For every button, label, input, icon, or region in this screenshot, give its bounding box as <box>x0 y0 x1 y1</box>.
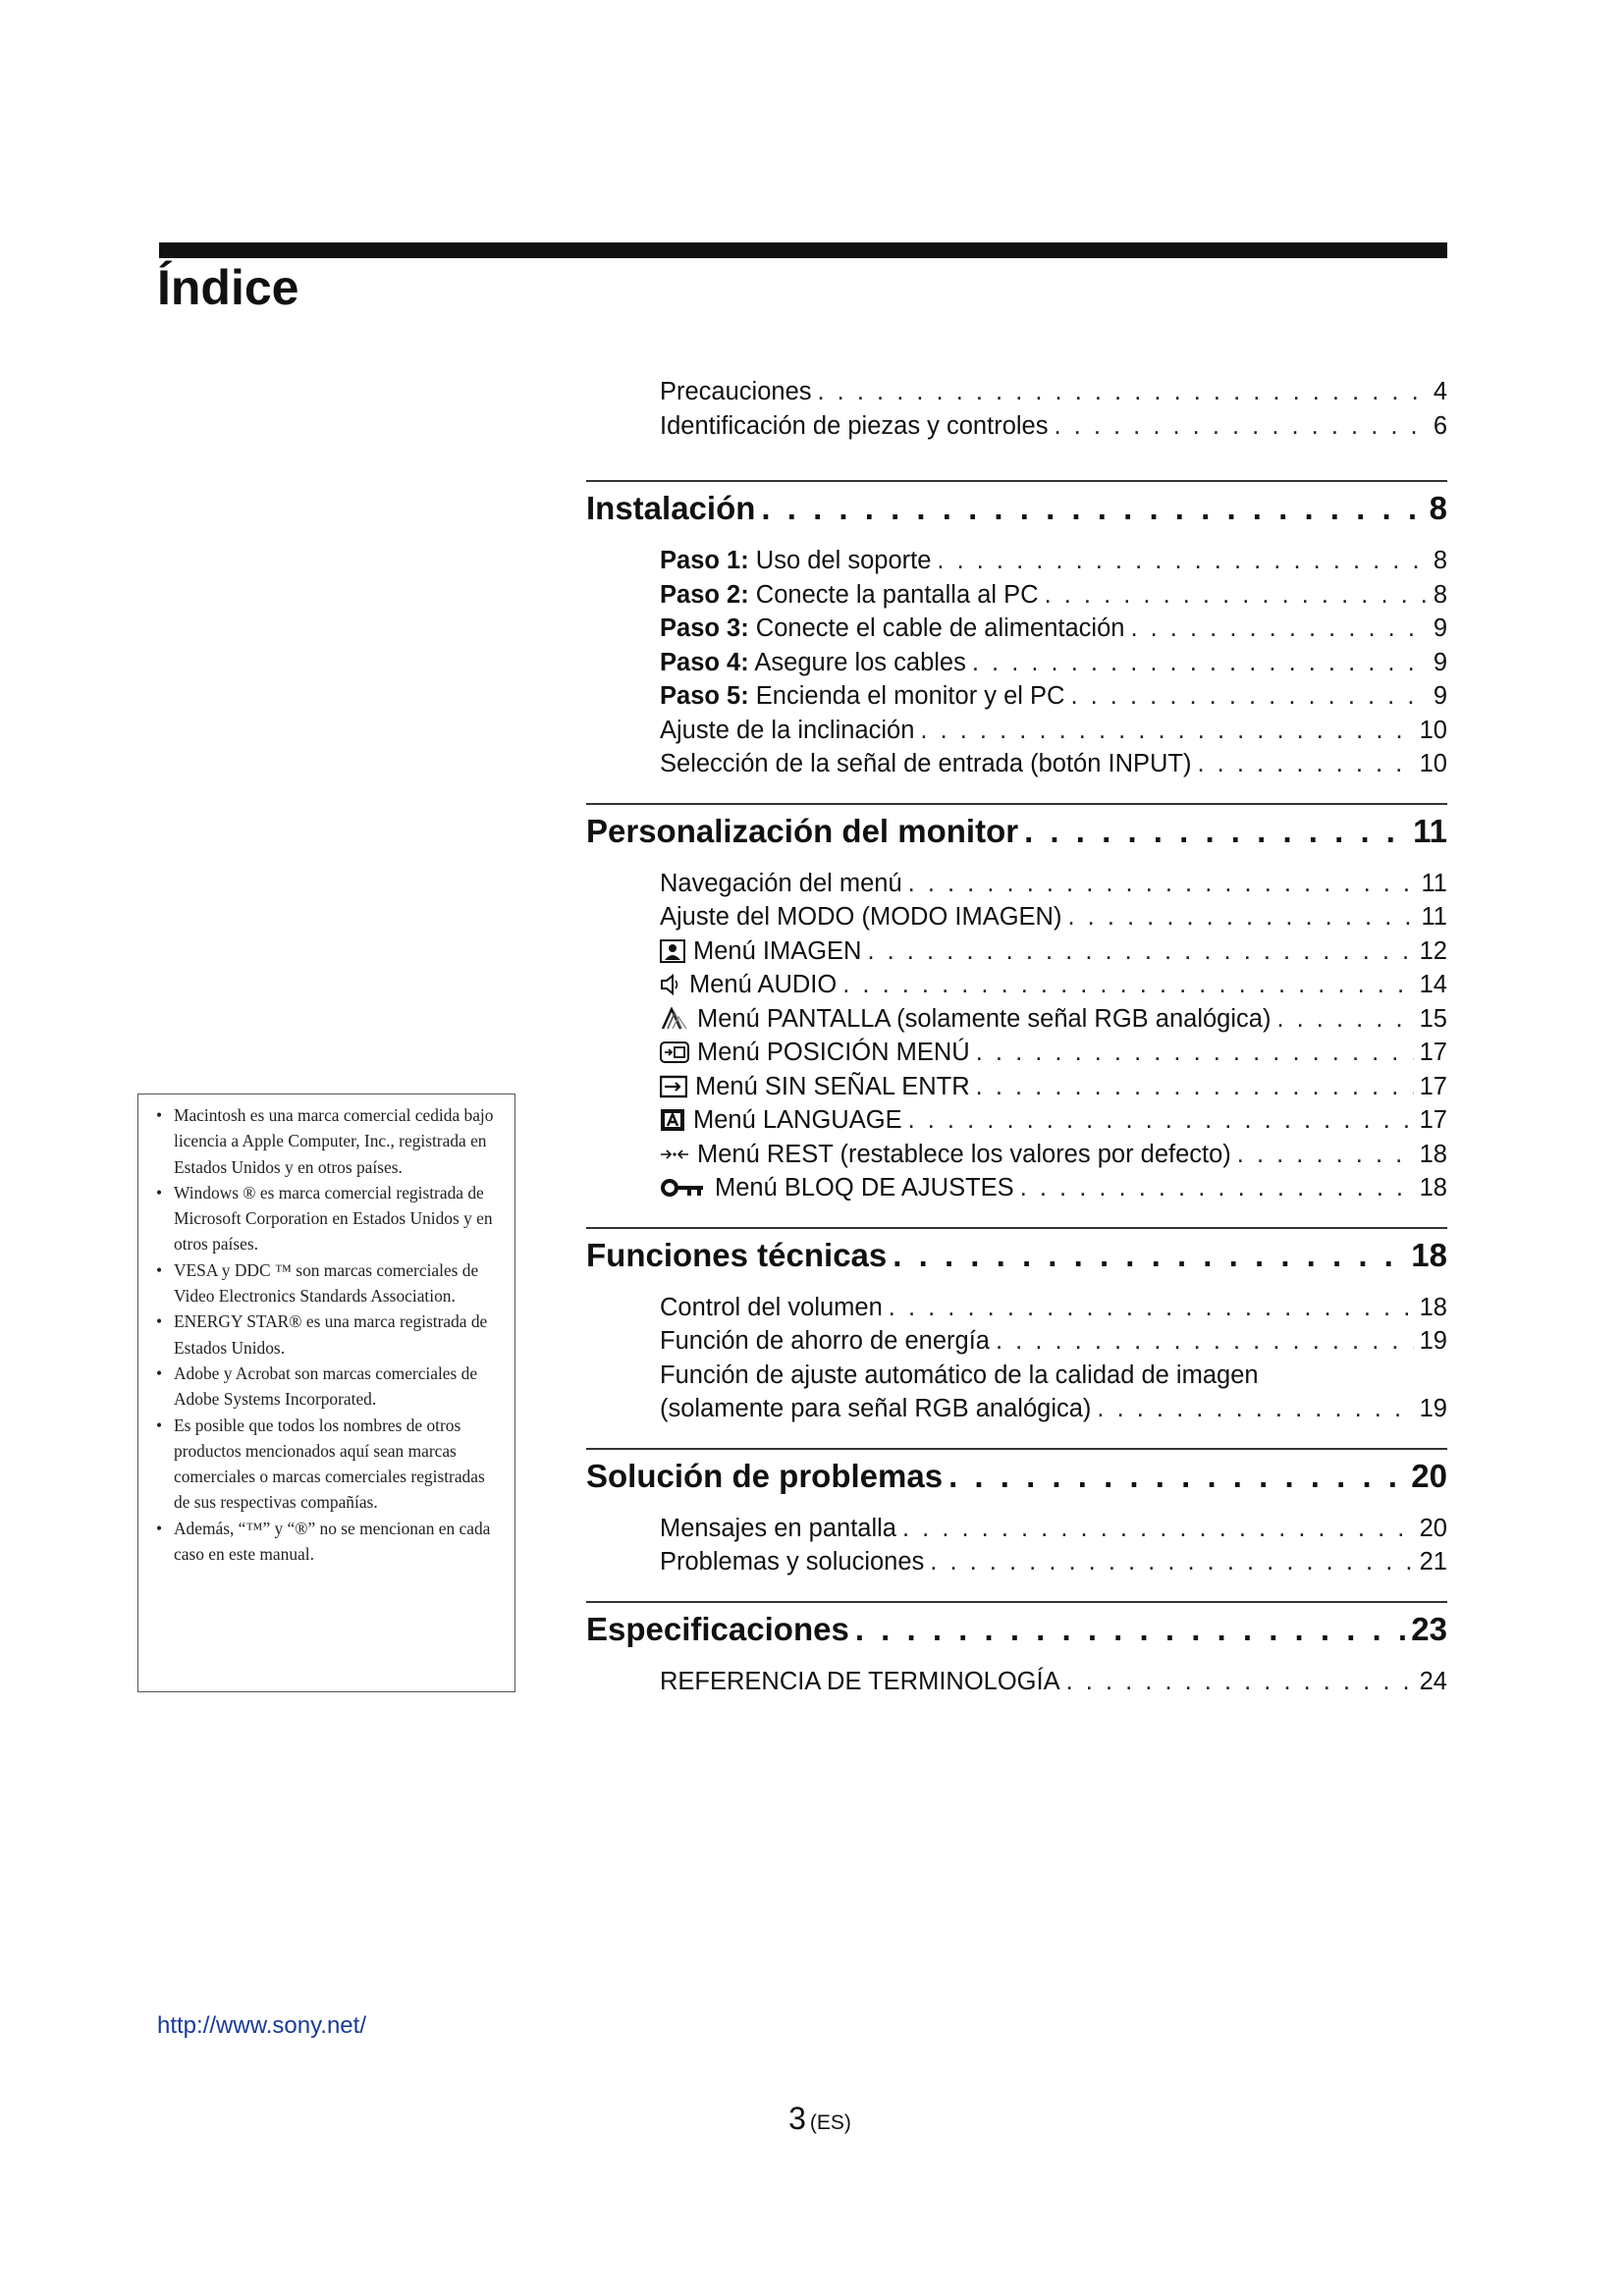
section-heading[interactable]: Personalización del monitor . . . 11 <box>586 808 1447 855</box>
toc-entry-identificacion[interactable]: Identificación de piezas y controles . . . 6 <box>660 409 1447 444</box>
section-funciones <box>586 1227 1447 1426</box>
trademark-item: • Adobe y Acrobat son marcas comerciales de Adobe Systems Incorporated. <box>150 1361 503 1413</box>
title-rule <box>159 242 1447 258</box>
toc-entry-menu-bloq[interactable]: Menú BLOQ DE AJUSTES . . . 18 <box>660 1171 1447 1205</box>
toc-entry[interactable]: Mensajes en pantalla . . . 20 <box>660 1512 1447 1546</box>
section-heading[interactable]: Funciones técnicas . . . 18 <box>586 1232 1447 1279</box>
page-title: Índice <box>157 260 299 315</box>
section-instalacion <box>586 480 1447 781</box>
reset-icon <box>660 1143 689 1166</box>
trademark-item: • ENERGY STAR® es una marca registrada de Estados Unidos. <box>150 1308 503 1361</box>
no-signal-icon <box>660 1075 687 1098</box>
toc-entry[interactable]: Problemas y soluciones . . . 21 <box>660 1545 1447 1579</box>
section-heading[interactable]: Solución de problemas . . . 20 <box>586 1453 1447 1500</box>
toc-entry[interactable]: Función de ahorro de energía . . . 19 <box>660 1324 1447 1359</box>
trademark-item: • Windows ® es marca comercial registrada de Microsoft Corporation en Estados Unidos y en otros países. <box>150 1180 503 1257</box>
section-heading[interactable]: Instalación . . . 8 <box>586 485 1447 532</box>
toc-entry[interactable]: Selección de la señal de entrada (botón INPUT) . . . 10 <box>660 747 1447 781</box>
toc-entry[interactable]: Paso 5: Encienda el monitor y el PC . . . 9 <box>660 679 1447 714</box>
toc-entry[interactable]: Control del volumen . . . 18 <box>660 1291 1447 1325</box>
toc-entry-menu-rest[interactable]: Menú REST (restablece los valores por defecto) . . . 18 <box>660 1138 1447 1172</box>
toc-entry-menu-posicion[interactable]: Menú POSICIÓN MENÚ . . . 17 <box>660 1036 1447 1070</box>
toc-entry-menu-audio[interactable]: Menú AUDIO . . . 14 <box>660 968 1447 1002</box>
toc-entry-menu-language[interactable]: Menú LANGUAGE . . . 17 <box>660 1103 1447 1138</box>
section-personalizacion <box>586 803 1447 1205</box>
trademark-item: • VESA y DDC ™ son marcas comerciales de Video Electronics Standards Association. <box>150 1257 503 1309</box>
table-of-contents <box>586 375 1447 1698</box>
toc-entry[interactable]: Ajuste del MODO (MODO IMAGEN) . . . 11 <box>660 900 1447 934</box>
trademark-item: • Macintosh es una marca comercial cedida bajo licencia a Apple Computer, Inc., registrada en Estados Unidos y en otros países. <box>150 1102 503 1180</box>
intro-entries <box>586 375 1447 443</box>
screen-icon <box>660 1007 689 1031</box>
toc-entry[interactable]: REFERENCIA DE TERMINOLOGÍA . . . 24 <box>660 1665 1447 1699</box>
website-link[interactable]: http://www.sony.net/ <box>157 2012 366 2039</box>
toc-entry[interactable]: Paso 3: Conecte el cable de alimentación . . . 9 <box>660 612 1447 646</box>
toc-entry[interactable]: Navegación del menú . . . 11 <box>660 867 1447 901</box>
section-solucion <box>586 1448 1447 1579</box>
toc-entry[interactable]: Paso 2: Conecte la pantalla al PC . . . 8 <box>660 578 1447 613</box>
toc-entry-menu-sin-senal[interactable]: Menú SIN SEÑAL ENTR . . . 17 <box>660 1070 1447 1104</box>
page-number: 3 (ES) <box>788 2101 851 2136</box>
toc-entry-menu-pantalla[interactable]: Menú PANTALLA (solamente señal RGB analógica) . . . 15 <box>660 1002 1447 1037</box>
toc-entry[interactable]: Ajuste de la inclinación . . . 10 <box>660 714 1447 748</box>
toc-entry[interactable]: (solamente para señal RGB analógica) . . . 19 <box>660 1392 1447 1426</box>
language-icon <box>660 1108 685 1132</box>
toc-entry-precauciones[interactable]: Precauciones . . . 4 <box>660 375 1447 409</box>
position-icon <box>660 1041 689 1064</box>
key-icon <box>660 1176 707 1200</box>
toc-entry[interactable]: Función de ajuste automático de la calidad de imagen <box>660 1361 1259 1389</box>
section-heading[interactable]: Especificaciones . . . 23 <box>586 1606 1447 1653</box>
toc-entry[interactable]: Paso 4: Asegure los cables . . . 9 <box>660 646 1447 680</box>
trademark-notice <box>137 1094 515 1692</box>
section-especificaciones <box>586 1601 1447 1699</box>
toc-entry[interactable]: Paso 1: Uso del soporte . . . 8 <box>660 544 1447 578</box>
trademark-item: • Además, “™” y “®” no se mencionan en cada caso en este manual. <box>150 1516 503 1568</box>
picture-icon <box>660 939 685 963</box>
trademark-item: • Es posible que todos los nombres de otros productos mencionados aquí sean marcas comerciales o marcas comerciales registradas de sus respectivas compañías. <box>150 1413 503 1516</box>
speaker-icon <box>660 973 681 996</box>
toc-entry-menu-imagen[interactable]: Menú IMAGEN . . . 12 <box>660 934 1447 969</box>
